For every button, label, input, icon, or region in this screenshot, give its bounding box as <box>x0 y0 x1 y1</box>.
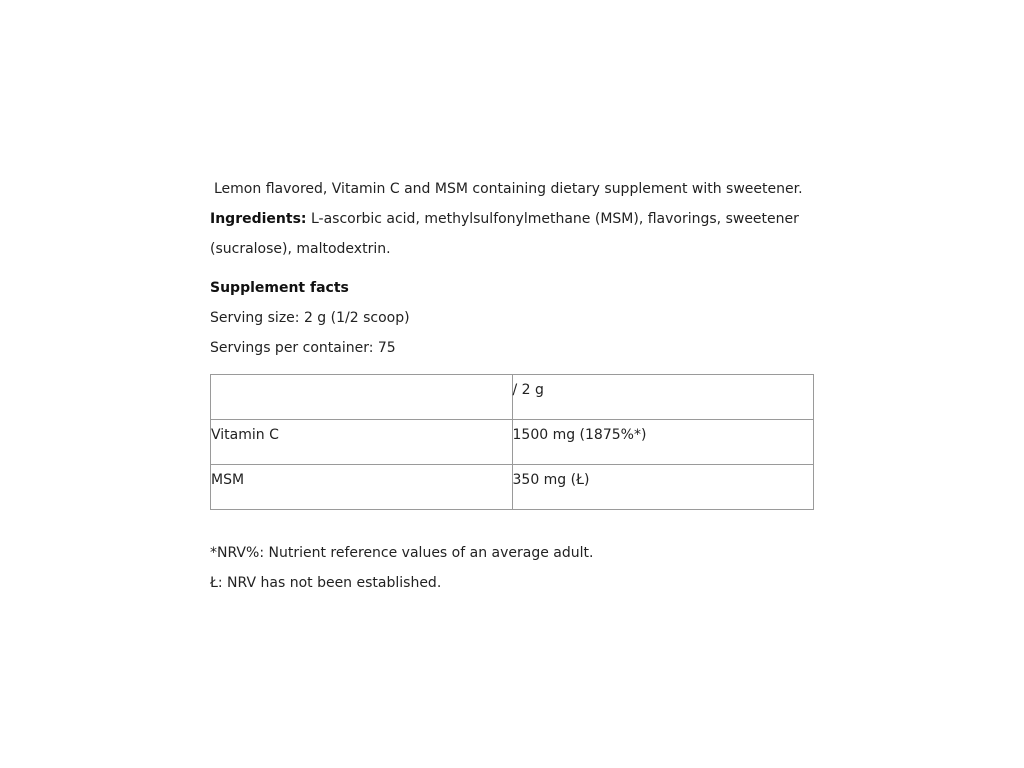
table-header-row <box>211 375 814 420</box>
footnotes <box>210 540 814 600</box>
ingredients-text-continued: (sucralose), maltodextrin. <box>210 241 391 257</box>
table-header-cell <box>211 375 513 420</box>
table-cell-amount: 350 mg (Ł) <box>512 465 814 510</box>
ingredients-label: Ingredients: <box>210 211 307 227</box>
supplement-facts-table <box>210 374 814 510</box>
ingredients-text: L-ascorbic acid, methylsulfonylmethane (MSM), flavorings, sweetener <box>310 211 799 227</box>
nrv-not-established-footnote: Ł: NRV has not been established. <box>210 575 442 591</box>
supplement-facts-heading: Supplement facts <box>210 280 349 296</box>
table-cell-nutrient: Vitamin C <box>211 420 513 465</box>
ingredients-line <box>210 206 814 236</box>
nrv-footnote: *NRV%: Nutrient reference values of an average adult. <box>210 545 594 561</box>
table-row <box>211 420 814 465</box>
product-description <box>210 176 814 600</box>
intro-text: Lemon flavored, Vitamin C and MSM containing dietary supplement with sweetener. <box>214 181 803 197</box>
serving-size: Serving size: 2 g (1/2 scoop) <box>210 310 410 326</box>
table-row <box>211 465 814 510</box>
table-header-cell: / 2 g <box>512 375 814 420</box>
table-cell-nutrient: MSM <box>211 465 513 510</box>
servings-per-container: Servings per container: 75 <box>210 340 396 356</box>
table-cell-amount: 1500 mg (1875%*) <box>512 420 814 465</box>
